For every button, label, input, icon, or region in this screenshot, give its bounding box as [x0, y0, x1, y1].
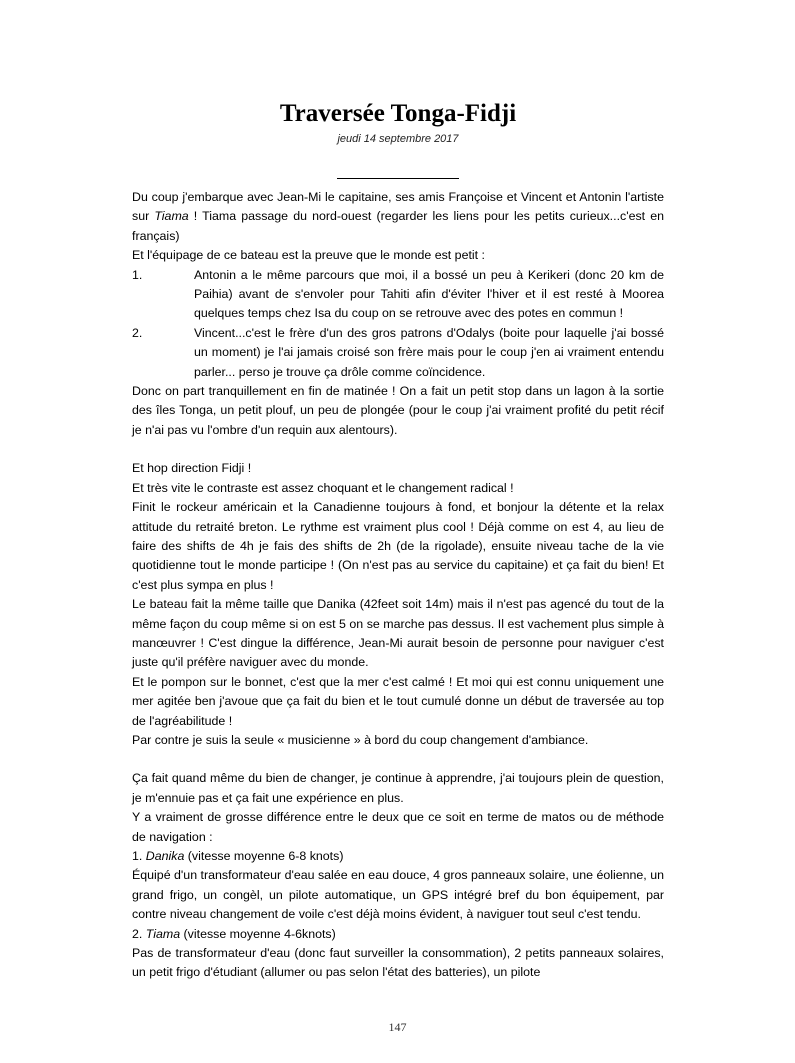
- list-item: [132, 324, 664, 382]
- title-divider: [337, 178, 459, 179]
- boat-name: Danika: [145, 849, 185, 863]
- paragraph: Le bateau fait la même taille que Danika (42feet soit 14m) mais il n'est pas agencé du tout de la même façon du coup même si on est 5 on se marche pas dessus. Il est vachement plus simple à manœuvrer ! C'est dingue la différence, Jean-Mi aurait besoin de personne pour naviguer c'est juste qu'il préfère naviguer avec du monde.: [132, 597, 664, 670]
- paragraph: Y a vraiment de grosse différence entre le deux que ce soit en terme de matos ou de méthode de navigation :: [132, 810, 664, 844]
- list-item: [132, 266, 664, 324]
- paragraph: Et très vite le contraste est assez choquant et le changement radical !: [132, 480, 514, 495]
- list-text: Antonin a le même parcours que moi, il a bossé un peu à Kerikeri (donc 20 km de Paihia) avant de s'envoler pour Tahiti afin d'éviter l'hiver et il est resté à Moorea quelques temps chez Isa du coup on se retrouve avec des potes en commun !: [194, 267, 664, 321]
- boat-name: Tiama: [145, 926, 181, 941]
- paragraph: Donc on part tranquillement en fin de matinée ! On a fait un petit stop dans un lagon à la sortie des îles Tonga, un petit plouf, un peu de plongée (pour le coup j'ai vraiment profité du petit récif je n'ai pas vu l'ombre d'un requin aux alentours).: [132, 384, 664, 437]
- list-heading: 2. Tiama (vitesse moyenne 4-6knots): [132, 926, 336, 941]
- boat-name: Tiama: [154, 209, 189, 224]
- paragraph-spacer: [132, 750, 664, 769]
- paragraph: Et l'équipage de ce bateau est la preuve que le monde est petit :: [132, 248, 485, 263]
- list-text: Vincent...c'est le frère d'un des gros patrons d'Odalys (boite pour laquelle j'ai bossé un moment) je l'ai jamais croisé son frère mais pour le coup j'en ai vraiment entendu parler... perso je trouve ça drôle comme coïncidence.: [194, 325, 664, 379]
- paragraph: Équipé d'un transformateur d'eau salée en eau douce, 4 gros panneaux solaire, une éolienne, un grand frigo, un congèl, un pilote automatique, un GPS intégré bref du bon équipement, par contre niveau changement de voile c'est déjà moins évident, à naviguer tout seul c'est tendu.: [132, 868, 664, 922]
- paragraph: Ça fait quand même du bien de changer, je continue à apprendre, j'ai toujours plein de question, je m'ennuie pas et ça fait une expérience en plus.: [132, 771, 664, 805]
- paragraph: Et hop direction Fidji !: [132, 461, 252, 476]
- paragraph: Du coup j'embarque avec Jean-Mi le capitaine, ses amis Françoise et Vincent et Antonin l'artiste sur Tiama ! Tiama passage du nord-ouest (regarder les liens pour les petits curieux...c'est en français): [132, 190, 665, 243]
- document-page: [132, 96, 664, 983]
- paragraph: Finit le rockeur américain et la Canadienne toujours à fond, et bonjour la détente et la relax attitude du retraité breton. Le rythme est vraiment plus cool ! Déjà comme on est 4, au lieu de faire des shifts de 4h je fais des shifts de 2h (de la rigolade), ensuite niveau tache de la vie quotidienne tout le monde participe ! (On n'est pas au service du capitaine) et ça fait du bien! Et c'est plus sympa en plus !: [132, 500, 664, 592]
- paragraph: Pas de transformateur d'eau (donc faut surveiller la consommation), 2 petits panneaux solaires, un petit frigo d'étudiant (allumer ou pas selon l'état des batteries), un pilote: [132, 946, 664, 980]
- paragraph: Par contre je suis la seule « musicienne » à bord du coup changement d'ambiance.: [132, 732, 589, 747]
- paragraph: Et le pompon sur le bonnet, c'est que la mer c'est calmé ! Et moi qui est connu uniquement une mer agitée ben j'avoue que ça fait du bien et le tout cumulé donne un début de traversée au top de l'agréabilitude !: [132, 674, 664, 728]
- article-title: Traversée Tonga-Fidji: [279, 100, 517, 127]
- list-number: 2.: [132, 325, 143, 340]
- article-date: jeudi 14 septembre 2017: [337, 133, 459, 145]
- list-number: 1.: [132, 267, 143, 282]
- page-number: 147: [388, 1020, 407, 1034]
- paragraph-spacer: [132, 440, 664, 459]
- list-heading: 1. Danika (vitesse moyenne 6-8 knots): [132, 849, 344, 863]
- article-body: [132, 188, 664, 983]
